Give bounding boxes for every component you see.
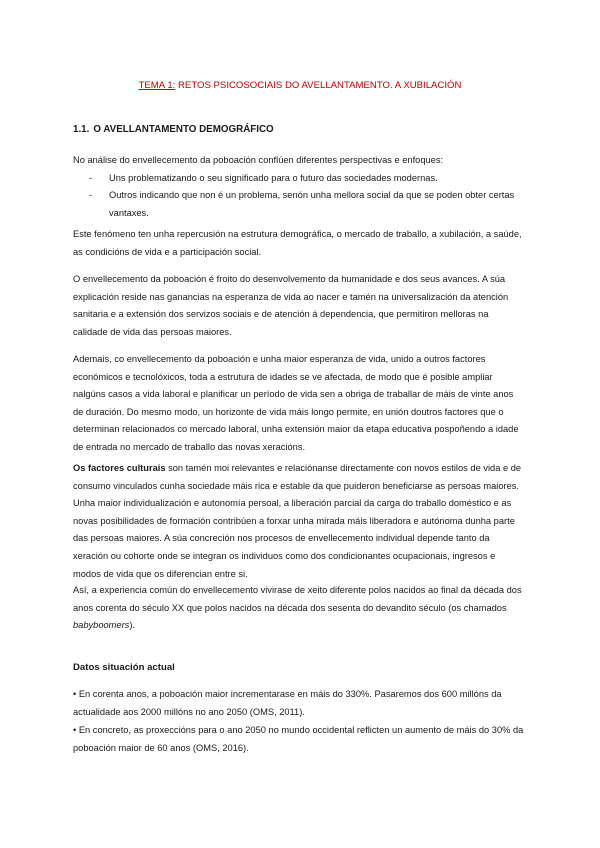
paragraph-experience bbox=[73, 582, 525, 635]
paragraph-body: Así, a experiencia común do envellecemento vivirase de xeito diferente polos nacidos ao final da década dos anos corenta do século XX que polos nacidos na década dos sesenta do devandito século (os chamados bbox=[73, 585, 522, 613]
data-bullet-1 bbox=[73, 686, 525, 721]
paragraph-repercussion bbox=[73, 226, 525, 261]
list-item bbox=[73, 187, 525, 222]
paragraph-text bbox=[73, 582, 525, 635]
dash-marker: - bbox=[89, 190, 93, 201]
paragraph-cultural-factors bbox=[73, 460, 525, 583]
list-item-text: Uns problematizando o seu significado para o futuro das sociedades modernas. bbox=[109, 172, 438, 183]
dash-marker: - bbox=[89, 172, 93, 183]
section-number: 1.1. bbox=[73, 124, 90, 135]
subheading: Datos situación actual bbox=[73, 662, 175, 673]
title-prefix: TEMA 1: bbox=[138, 80, 176, 91]
paragraph-ademais bbox=[73, 351, 525, 457]
data-bullet-2 bbox=[73, 722, 525, 757]
paragraph-text: Este fenómeno ten unha repercusión na estrutura demográfica, o mercado de traballo, a xubilación, a saúde, as condicións de vida e a participación social. bbox=[73, 229, 522, 257]
paragraph-causes bbox=[73, 271, 525, 341]
paragraph-end: ). bbox=[129, 620, 136, 631]
intro-block bbox=[73, 152, 525, 222]
data-bullet-text: • En concreto, as proxeccións para o ano 2050 no mundo occidental reflicten un aumento de máis do 30% da poboación maior de 60 anos (OMS, 2016). bbox=[73, 725, 524, 753]
paragraph-text: O envellecemento da poboación é froito do desenvolvemento da humanidade e dos seus avances. A súa explicación reside nas ganancias na esperanza de vida ao nacer e tamén na universalización da atención sanitaria e a extensión dos servizos sociais e de atención á dependencia, que permitiron melloras na calidade de vida das persoas maiores. bbox=[73, 274, 509, 337]
paragraph-text: Ademais, co envellecemento da poboación e unha maior esperanza de vida, unido a outros factores económicos e tecnolóxicos, toda a estrutura de idades se ve afectada, de modo que é posible ampliar nalgúns casos a vida laboral e planificar un período de vida sen a obriga de traballar de máis de vinte anos de duración. Do mesmo modo, un horizonte de vida máis longo permite, en unión doutros factores que o determinan relacionados co mercado laboral, unha extensión maior da etapa educativa pospoñendo a idade de entrada no mercado de traballo das novas xeracións. bbox=[73, 354, 519, 452]
perspectives-list bbox=[73, 170, 525, 223]
title-text: RETOS PSICOSOCIAIS DO AVELLANTAMENTO. A XUBILACIÓN bbox=[175, 80, 462, 91]
intro-paragraph: No análise do envellecemento da poboación conflúen diferentes perspectivas e enfoques: bbox=[73, 155, 444, 165]
section-title: O AVELLANTAMENTO DEMOGRÁFICO bbox=[93, 124, 274, 135]
list-item bbox=[73, 170, 525, 188]
data-bullet-text: • En corenta anos, a poboación maior incrementarase en máis do 330%. Pasaremos dos 600 millóns da actualidade aos 2000 millóns no ano 2050 (OMS, 2011). bbox=[73, 689, 502, 717]
page-title bbox=[0, 80, 600, 91]
section-heading bbox=[73, 124, 274, 135]
italic-term: babyboomers bbox=[73, 620, 130, 631]
bold-term: Os factores culturais bbox=[73, 463, 166, 473]
paragraph-text bbox=[73, 460, 525, 583]
paragraph-rest: son tamén moi relevantes e relaciónanse directamente con novos estilos de vida e de consumo vinculados cunha sociedade máis rica e estable da que puideron beneficiarse as persoas maiores. Unha maior individualización e autonomía persoal, a liberación parcial da carga do traballo doméstico e as novas posibilidades de formación contribúen a forxar unha mirada máis liberadora e autónoma dunha parte das persoas maiores. A súa concreción nos procesos de envellecemento individual depende tanto da xeración ou cohorte onde se integran os individuos como dos condicionantes ocupacionais, ingresos e modos de vida que os diferencian entre si. bbox=[73, 463, 522, 579]
list-item-text: Outros indicando que non é un problema, senón unha mellora social da que se poden obter certas vantaxes. bbox=[109, 190, 515, 218]
